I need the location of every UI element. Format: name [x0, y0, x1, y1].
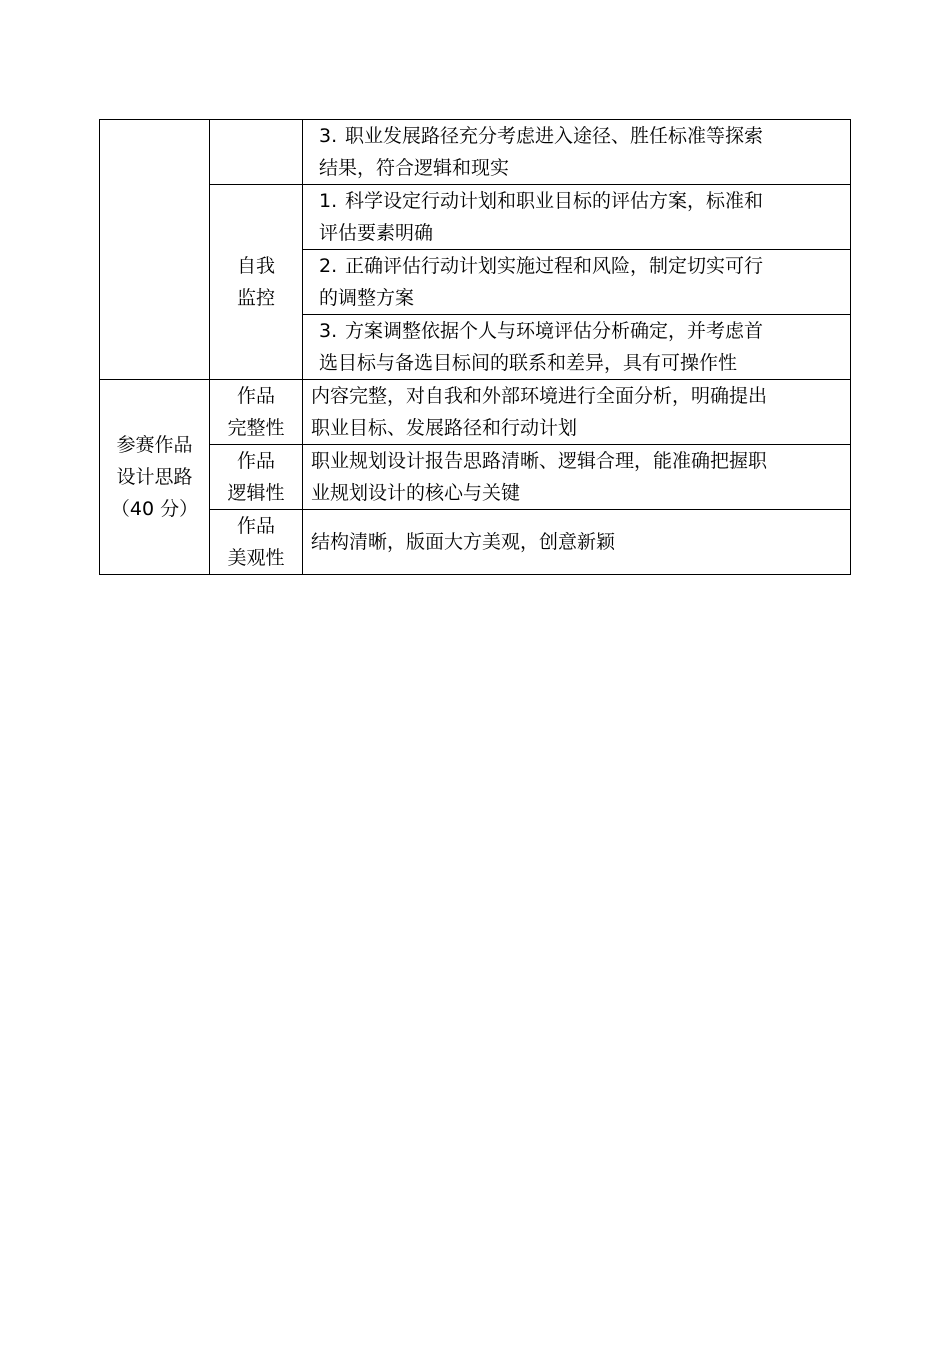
category-cell-empty [100, 120, 210, 380]
table-row [100, 380, 851, 445]
criterion-cell [303, 120, 851, 185]
item-text-line2: 选目标与备选目标间的联系和差异，具有可操作性 [319, 352, 738, 374]
criterion-cell [303, 380, 851, 445]
criterion-cell [303, 445, 851, 510]
subcategory-completeness: 作品 完整性 [210, 380, 303, 445]
criterion-cell [303, 315, 851, 380]
criterion-text-line2: 职业目标、发展路径和行动计划 [311, 417, 578, 439]
item-text-line1: 科学设定行动计划和职业目标的评估方案，标准和 [345, 190, 764, 212]
table-row [100, 445, 851, 510]
subcategory-logic: 作品 逻辑性 [210, 445, 303, 510]
subcategory-aesthetics: 作品 美观性 [210, 510, 303, 575]
criterion-item [311, 250, 842, 314]
item-text-line1: 方案调整依据个人与环境评估分析确定，并考虑首 [345, 320, 764, 342]
criterion-text-line1: 职业规划设计报告思路清晰、逻辑合理，能准确把握职 [311, 450, 768, 472]
item-number: 3. [319, 125, 338, 147]
criterion-item [311, 315, 842, 379]
item-text-line2: 结果，符合逻辑和现实 [319, 157, 510, 179]
table-row [100, 510, 851, 575]
category-design-idea: 参赛作品 设计思路 （40 分） [100, 380, 210, 575]
criterion-cell [303, 185, 851, 250]
item-number: 2. [319, 255, 338, 277]
scoring-criteria-table [99, 119, 851, 575]
criterion-text-line1: 内容完整，对自我和外部环境进行全面分析，明确提出 [311, 385, 768, 407]
subcategory-self-monitor: 自我 监控 [210, 185, 303, 380]
criterion-text-line2: 业规划设计的核心与关键 [311, 482, 521, 504]
table-row [100, 185, 851, 250]
item-text-line1: 职业发展路径充分考虑进入途径、胜任标准等探索 [345, 125, 764, 147]
item-number: 1. [319, 190, 338, 212]
criterion-text-line1: 结构清晰，版面大方美观，创意新颖 [311, 531, 616, 553]
table-row [100, 120, 851, 185]
criterion-cell [303, 250, 851, 315]
criterion-cell [303, 510, 851, 575]
item-text-line2: 评估要素明确 [319, 222, 434, 244]
criterion-item [311, 120, 842, 184]
criterion-item [311, 185, 842, 249]
item-text-line1: 正确评估行动计划实施过程和风险，制定切实可行 [345, 255, 764, 277]
item-number: 3. [319, 320, 338, 342]
subcategory-cell-empty [210, 120, 303, 185]
item-text-line2: 的调整方案 [319, 287, 415, 309]
